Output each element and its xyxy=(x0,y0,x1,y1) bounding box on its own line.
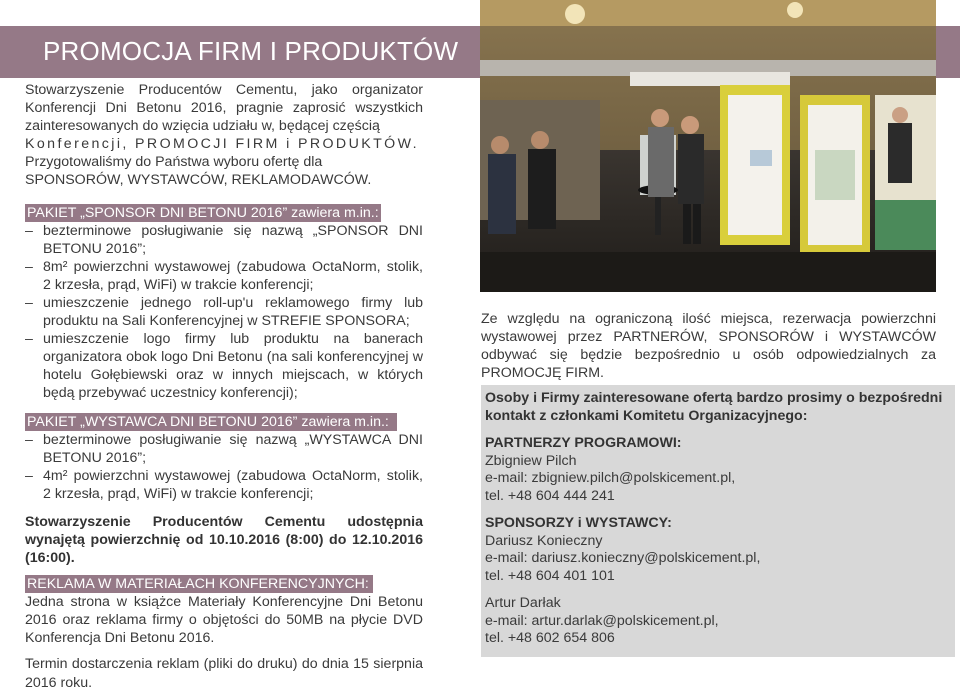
intro-part1: Stowarzyszenie Producentów Cementu, jako organizator Konferencji Dni Betonu 2016, pragnie zaprosić wszystkich zainteresowanych do wzięcia udziału w, będącej częścią xyxy=(25,82,423,135)
reservation-notice: Ze względu na ograniczoną ilość miejsca, rezerwacja powierzchni wystawowej przez PARTNERÓW, SPONSORÓW i WYSTAWCÓW odbywać się będzie bezpośrednio u osób odpowiedzialnych za PROMOCJĘ FIRM. xyxy=(481,311,936,382)
exhibitor-package-header: PAKIET „WYSTAWCA DNI BETONU 2016” zawiera m.in.: xyxy=(25,413,397,431)
left-column xyxy=(25,81,423,692)
ads-text: Jedna strona w książce Materiały Konferencyjne Dni Betonu 2016 oraz reklama firmy o objętości do 50MB na płycie DVD Konferencja Dni Betonu 2016. xyxy=(25,594,423,647)
contact-email[interactable]: e-mail: artur.darlak@polskicement.pl, xyxy=(485,612,719,629)
contact-phone[interactable]: tel. +48 602 654 806 xyxy=(485,630,615,646)
page-title: PROMOCJA FIRM I PRODUKTÓW xyxy=(43,36,459,66)
list-item: – umieszczenie logo firmy lub produktu na banerach organizatora obok logo Dni Betonu (na sali konferencyjnej w hotelu Gołębiewski oraz w innych miejscach, w których będą przebywać uczestnicy konferencji); xyxy=(25,330,423,402)
contact-box xyxy=(481,385,955,657)
sponsor-package-list xyxy=(25,222,423,403)
exhibition-photo-icon xyxy=(480,0,936,292)
contact-phone[interactable]: tel. +48 604 401 101 xyxy=(485,567,615,584)
right-column xyxy=(481,310,936,382)
list-item: – bezterminowe posługiwanie się nazwą „WYSTAWCA DNI BETONU 2016”; xyxy=(25,431,423,467)
contact-name: Dariusz Konieczny xyxy=(485,532,603,549)
intro-part3: Przygotowaliśmy do Państwa wyboru ofertę dla SPONSORÓW, WYSTAWCÓW, REKLAMODAWCÓW. xyxy=(25,154,372,189)
sponsors-header: SPONSORZY i WYSTAWCY: xyxy=(485,515,672,531)
ads-deadline: Termin dostarczenia reklam (pliki do druku) do dnia 15 sierpnia 2016 roku. xyxy=(25,656,423,691)
exhibitor-package-list xyxy=(25,431,423,503)
contact-email[interactable]: e-mail: dariusz.konieczny@polskicement.pl, xyxy=(485,550,761,566)
ads-header: REKLAMA W MATERIAŁACH KONFERENCYJNYCH: xyxy=(25,575,373,593)
list-item: – 4m² powierzchni wystawowej (zabudowa OctaNorm, stolik, 2 krzesła, prąd, WiFi) w trakcie konferencji; xyxy=(25,467,423,503)
intro-part2: Konferencji, PROMOCJI FIRM i PRODUKTÓW. xyxy=(25,136,419,153)
list-item: – umieszczenie jednego roll-up'u reklamowego firmy lub produktu na Sali Konferencyjnej w STREFIE SPONSORA; xyxy=(25,294,423,330)
list-item: – 8m² powierzchni wystawowej (zabudowa OctaNorm, stolik, 2 krzesła, prąd, WiFi) w trakcie konferencji; xyxy=(25,258,423,294)
space-availability-notice: Stowarzyszenie Producentów Cementu udostępnia wynajętą powierzchnię od 10.10.2016 (8:00) do 12.10.2016 (16:00). xyxy=(25,513,423,567)
partners-header: PARTNERZY PROGRAMOWI: xyxy=(485,435,682,451)
contact-name: Artur Darłak xyxy=(485,595,561,611)
contact-name: Zbigniew Pilch xyxy=(485,452,577,469)
contact-phone[interactable]: tel. +48 604 444 241 xyxy=(485,487,615,504)
contact-intro: Osoby i Firmy zainteresowane ofertą bardzo prosimy o bezpośredni kontakt z członkami Komitetu Organizacyjnego: xyxy=(485,390,943,424)
sponsor-package-header: PAKIET „SPONSOR DNI BETONU 2016” zawiera m.in.: xyxy=(25,204,381,222)
exhibition-photo xyxy=(480,0,936,292)
contact-email[interactable]: e-mail: zbigniew.pilch@polskicement.pl, xyxy=(485,470,736,486)
list-item: – bezterminowe posługiwanie się nazwą „SPONSOR DNI BETONU 2016”; xyxy=(25,222,423,258)
